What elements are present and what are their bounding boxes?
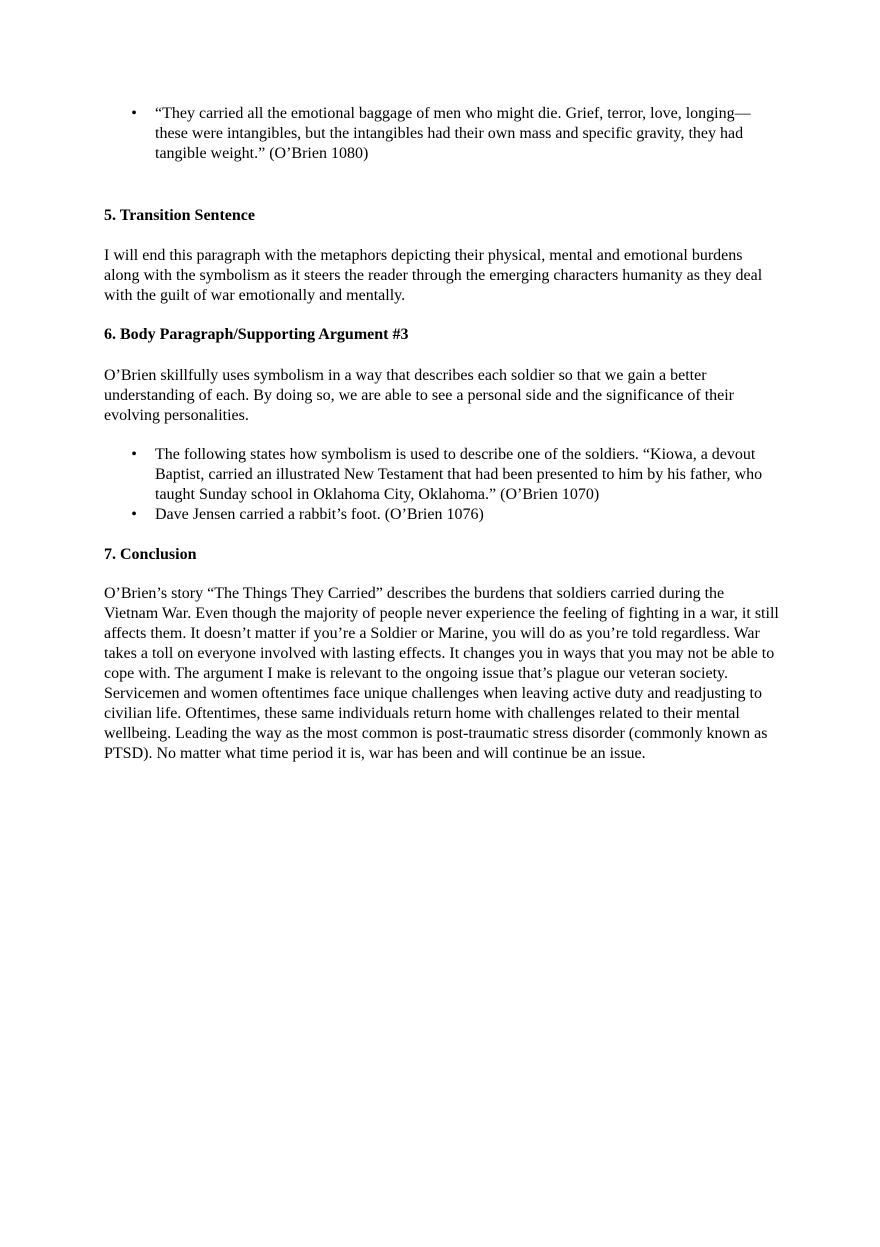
bullet-icon: •	[131, 446, 137, 463]
section-heading-conclusion: 7. Conclusion	[104, 546, 197, 563]
section-heading-body-paragraph-3: 6. Body Paragraph/Supporting Argument #3	[104, 326, 409, 343]
list-item	[104, 104, 779, 164]
bullet-text: Dave Jensen carried a rabbit’s foot. (O’Brien 1076)	[155, 506, 484, 523]
section-heading-transition: 5. Transition Sentence	[104, 207, 255, 224]
supporting-bullet-list	[104, 445, 779, 525]
paragraph-conclusion: O’Brien’s story “The Things They Carried” describes the burdens that soldiers carried during the Vietnam War. Even though the majority of people never experience the feeling of fighting in a war, it still affects them. It doesn’t matter if you’re a Soldier or Marine, you will do as you’re told regardless. War takes a toll on everyone involved with lasting effects. It changes you in ways that you may not be able to cope with. The argument I make is relevant to the ongoing issue that’s plague our veteran society. Servicemen and women oftentimes face unique challenges when leaving active duty and readjusting to civilian life. Oftentimes, these same individuals return home with challenges related to their mental wellbeing. Leading the way as the most common is post-traumatic stress disorder (commonly known as PTSD). No matter what time period it is, war has been and will continue be an issue.	[104, 585, 779, 762]
bullet-text: The following states how symbolism is used to describe one of the soldiers. “Kiowa, a devout Baptist, carried an illustrated New Testament that had been presented to him by his father, who taught Sunday school in Oklahoma City, Oklahoma.” (O’Brien 1070)	[155, 446, 763, 503]
list-item	[104, 445, 779, 505]
quote-bullet-list	[104, 104, 779, 164]
bullet-icon: •	[131, 506, 137, 523]
paragraph-body-3: O’Brien skillfully uses symbolism in a way that describes each soldier so that we gain a better understanding of each. By doing so, we are able to see a personal side and the significance of their evolving personalities.	[104, 367, 735, 424]
bullet-text: “They carried all the emotional baggage of men who might die. Grief, terror, love, longing—these were intangibles, but the intangibles had their own mass and specific gravity, they had tangible weight.” (O’Brien 1080)	[155, 105, 751, 162]
paragraph-transition: I will end this paragraph with the metaphors depicting their physical, mental and emotional burdens along with the symbolism as it steers the reader through the emerging characters humanity as they deal with the guilt of war emotionally and mentally.	[104, 247, 763, 304]
bullet-icon: •	[131, 105, 137, 122]
list-item	[104, 505, 779, 525]
